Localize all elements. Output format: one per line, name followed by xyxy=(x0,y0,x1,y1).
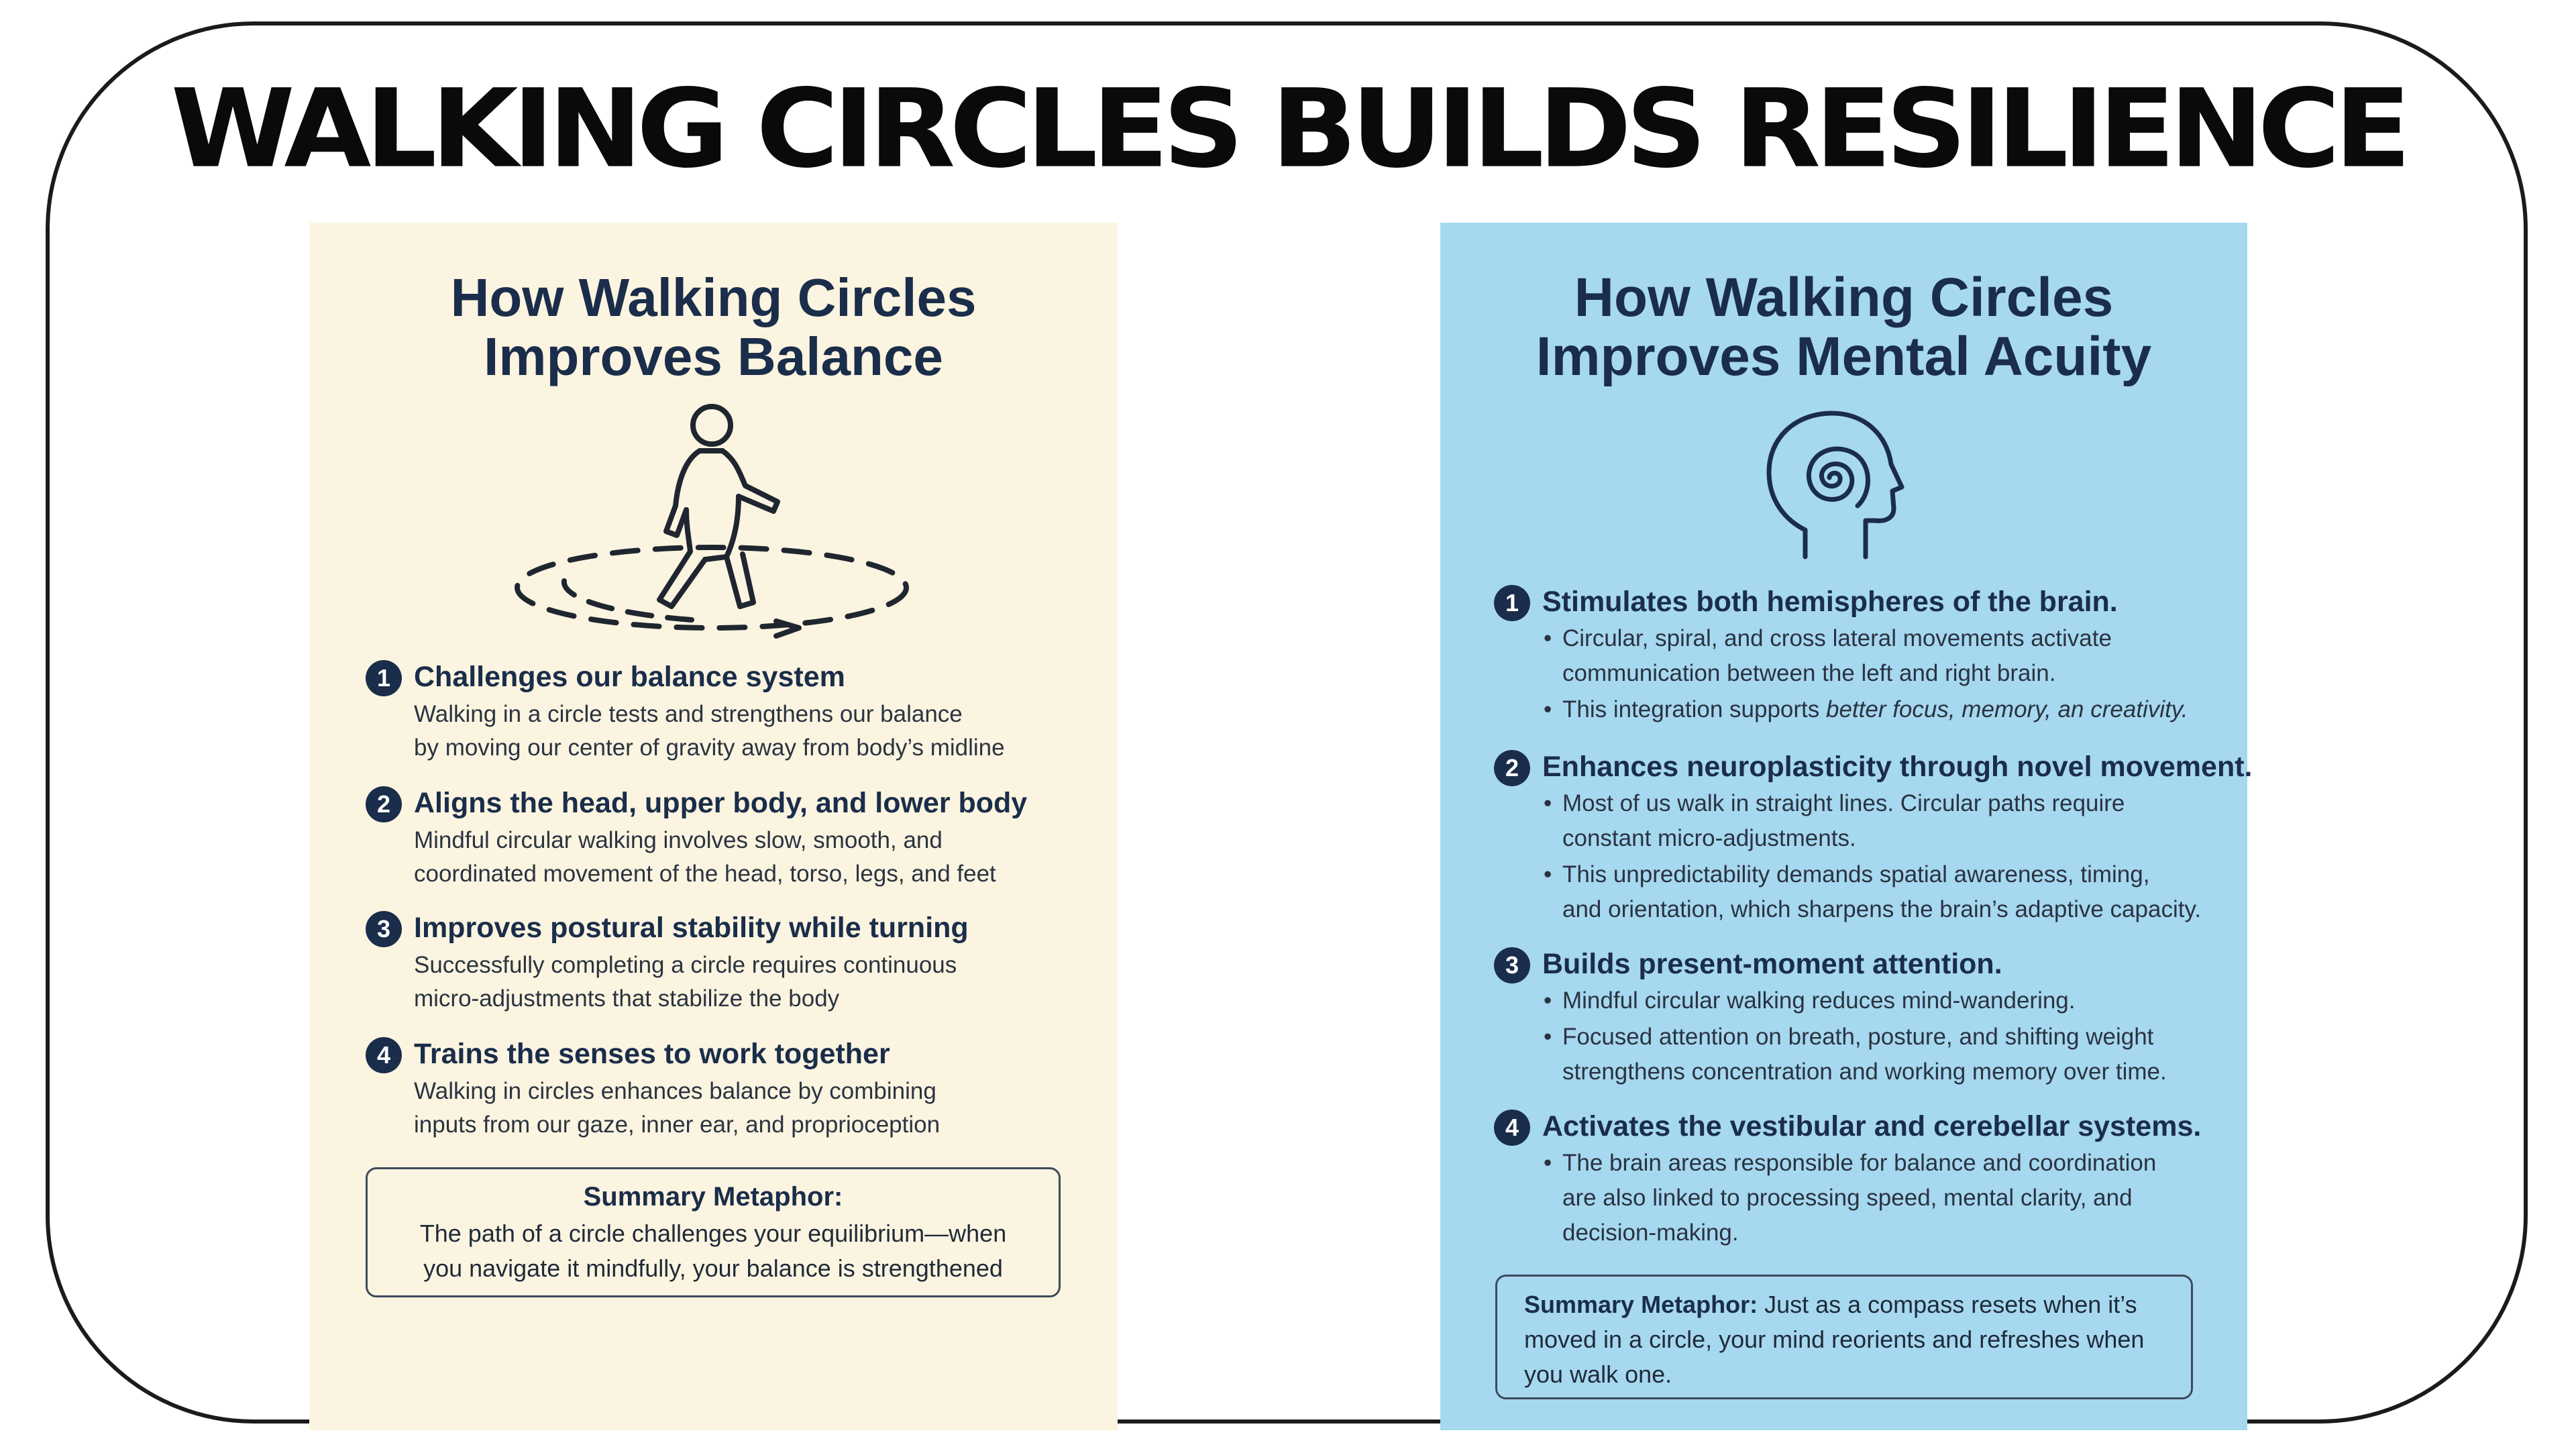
acuity-summary-box xyxy=(1495,1275,2193,1399)
number-badge: 2 xyxy=(1494,750,1530,786)
mental-acuity-panel-title xyxy=(1440,268,2247,386)
summary-line: moved in a circle, your mind reorients and refreshes when xyxy=(1524,1326,2145,1353)
item-description-line: Walking in a circle tests and strengthens our balance xyxy=(414,701,963,727)
mental-acuity-panel xyxy=(1440,223,2253,1430)
balance-panel-title xyxy=(309,268,1118,386)
bullet-continuation: communication between the left and right brain. xyxy=(1562,660,2056,686)
bullet-text: Focused attention on breath, posture, and shifting weight xyxy=(1562,1024,2154,1050)
item-title: Improves postural stability while turning xyxy=(414,912,969,944)
bullet-text: Circular, spiral, and cross lateral movements activate xyxy=(1562,625,2112,651)
balance-summary-box xyxy=(366,1167,1061,1297)
item-description-line: Walking in circles enhances balance by combining xyxy=(414,1078,936,1104)
item-description-line: Successfully completing a circle requires continuous xyxy=(414,952,957,978)
acuity-title-line2: Improves Mental Acuity xyxy=(1536,326,2152,387)
item-title: Aligns the head, upper body, and lower body xyxy=(414,787,1028,819)
item-title: Stimulates both hemispheres of the brain. xyxy=(1542,586,2118,618)
item-title: Activates the vestibular and cerebellar systems. xyxy=(1542,1110,2202,1142)
number-badge: 3 xyxy=(1494,947,1530,983)
bullet-continuation: strengthens concentration and working memory over time. xyxy=(1562,1059,2167,1085)
bullet-continuation: are also linked to processing speed, mental clarity, and xyxy=(1562,1185,2133,1211)
balance-title-line2: Improves Balance xyxy=(484,327,943,386)
main-title: WALKING CIRCLES BUILDS RESILIENCE xyxy=(170,65,2406,193)
bullet-line: • This unpredictability demands spatial awareness, timing, xyxy=(1544,861,2150,888)
summary-text: Just as a compass resets when it’s xyxy=(1758,1291,2137,1318)
item-description-line: by moving our center of gravity away from body’s midline xyxy=(414,735,1005,761)
bullet-continuation: decision-making. xyxy=(1562,1220,1739,1246)
number-badge: 1 xyxy=(366,660,402,696)
item-title: Challenges our balance system xyxy=(414,661,845,693)
item-title: Trains the senses to work together xyxy=(414,1038,890,1070)
item-title: Builds present-moment attention. xyxy=(1542,948,2002,980)
bullet-emphasis: better focus, memory, an creativity. xyxy=(1825,696,2188,722)
number-badge: 4 xyxy=(366,1037,402,1073)
head-spiral-icon xyxy=(1764,408,1911,562)
bullet-line: • Focused attention on breath, posture, and shifting weight xyxy=(1544,1024,2154,1050)
item-title: Enhances neuroplasticity through novel movement. xyxy=(1542,751,2253,783)
summary-line: you navigate it mindfully, your balance is strengthened xyxy=(423,1254,1003,1282)
acuity-title-line1: How Walking Circles xyxy=(1574,267,2114,328)
bullet-line: • This integration supports better focus, memory, an creativity. xyxy=(1544,696,2188,722)
bullet-continuation: constant micro-adjustments. xyxy=(1562,825,1856,851)
number-badge: 2 xyxy=(366,786,402,822)
item-description-line: micro-adjustments that stabilize the body xyxy=(414,985,840,1012)
bullet-text: Most of us walk in straight lines. Circular paths require xyxy=(1562,790,2125,816)
summary-line xyxy=(1524,1287,2137,1322)
item-description-line: inputs from our gaze, inner ear, and proprioception xyxy=(414,1112,941,1138)
summary-label: Summary Metaphor: xyxy=(1524,1291,1758,1318)
bullet-text: This unpredictability demands spatial awareness, timing, xyxy=(1562,861,2150,888)
bullet-line: • Mindful circular walking reduces mind-wandering. xyxy=(1544,987,2076,1014)
item-description-line: Mindful circular walking involves slow, smooth, and xyxy=(414,827,943,853)
bullet-line: • Most of us walk in straight lines. Circular paths require xyxy=(1544,790,2125,816)
bullet-continuation: and orientation, which sharpens the brain’s adaptive capacity. xyxy=(1562,896,2202,922)
number-badge: 1 xyxy=(1494,585,1530,621)
bullet-line: • Circular, spiral, and cross lateral movements activate xyxy=(1544,625,2112,651)
number-badge: 3 xyxy=(366,911,402,947)
summary-label: Summary Metaphor: xyxy=(583,1182,843,1212)
bullet-text: The brain areas responsible for balance and coordination xyxy=(1562,1150,2157,1176)
bullet-text: This integration supports xyxy=(1562,696,1826,722)
number-badge: 4 xyxy=(1494,1110,1530,1146)
item-description-line: coordinated movement of the head, torso, legs, and feet xyxy=(414,861,996,887)
bullet-line: • The brain areas responsible for balance and coordination xyxy=(1544,1150,2157,1176)
walking-person-circle-path-icon xyxy=(511,398,913,653)
summary-line: you walk one. xyxy=(1524,1360,1672,1388)
summary-line: The path of a circle challenges your equilibrium—when xyxy=(419,1220,1007,1247)
balance-panel xyxy=(309,223,1118,1430)
bullet-text: Mindful circular walking reduces mind-wandering. xyxy=(1562,987,2076,1014)
balance-title-line1: How Walking Circles xyxy=(450,268,977,327)
